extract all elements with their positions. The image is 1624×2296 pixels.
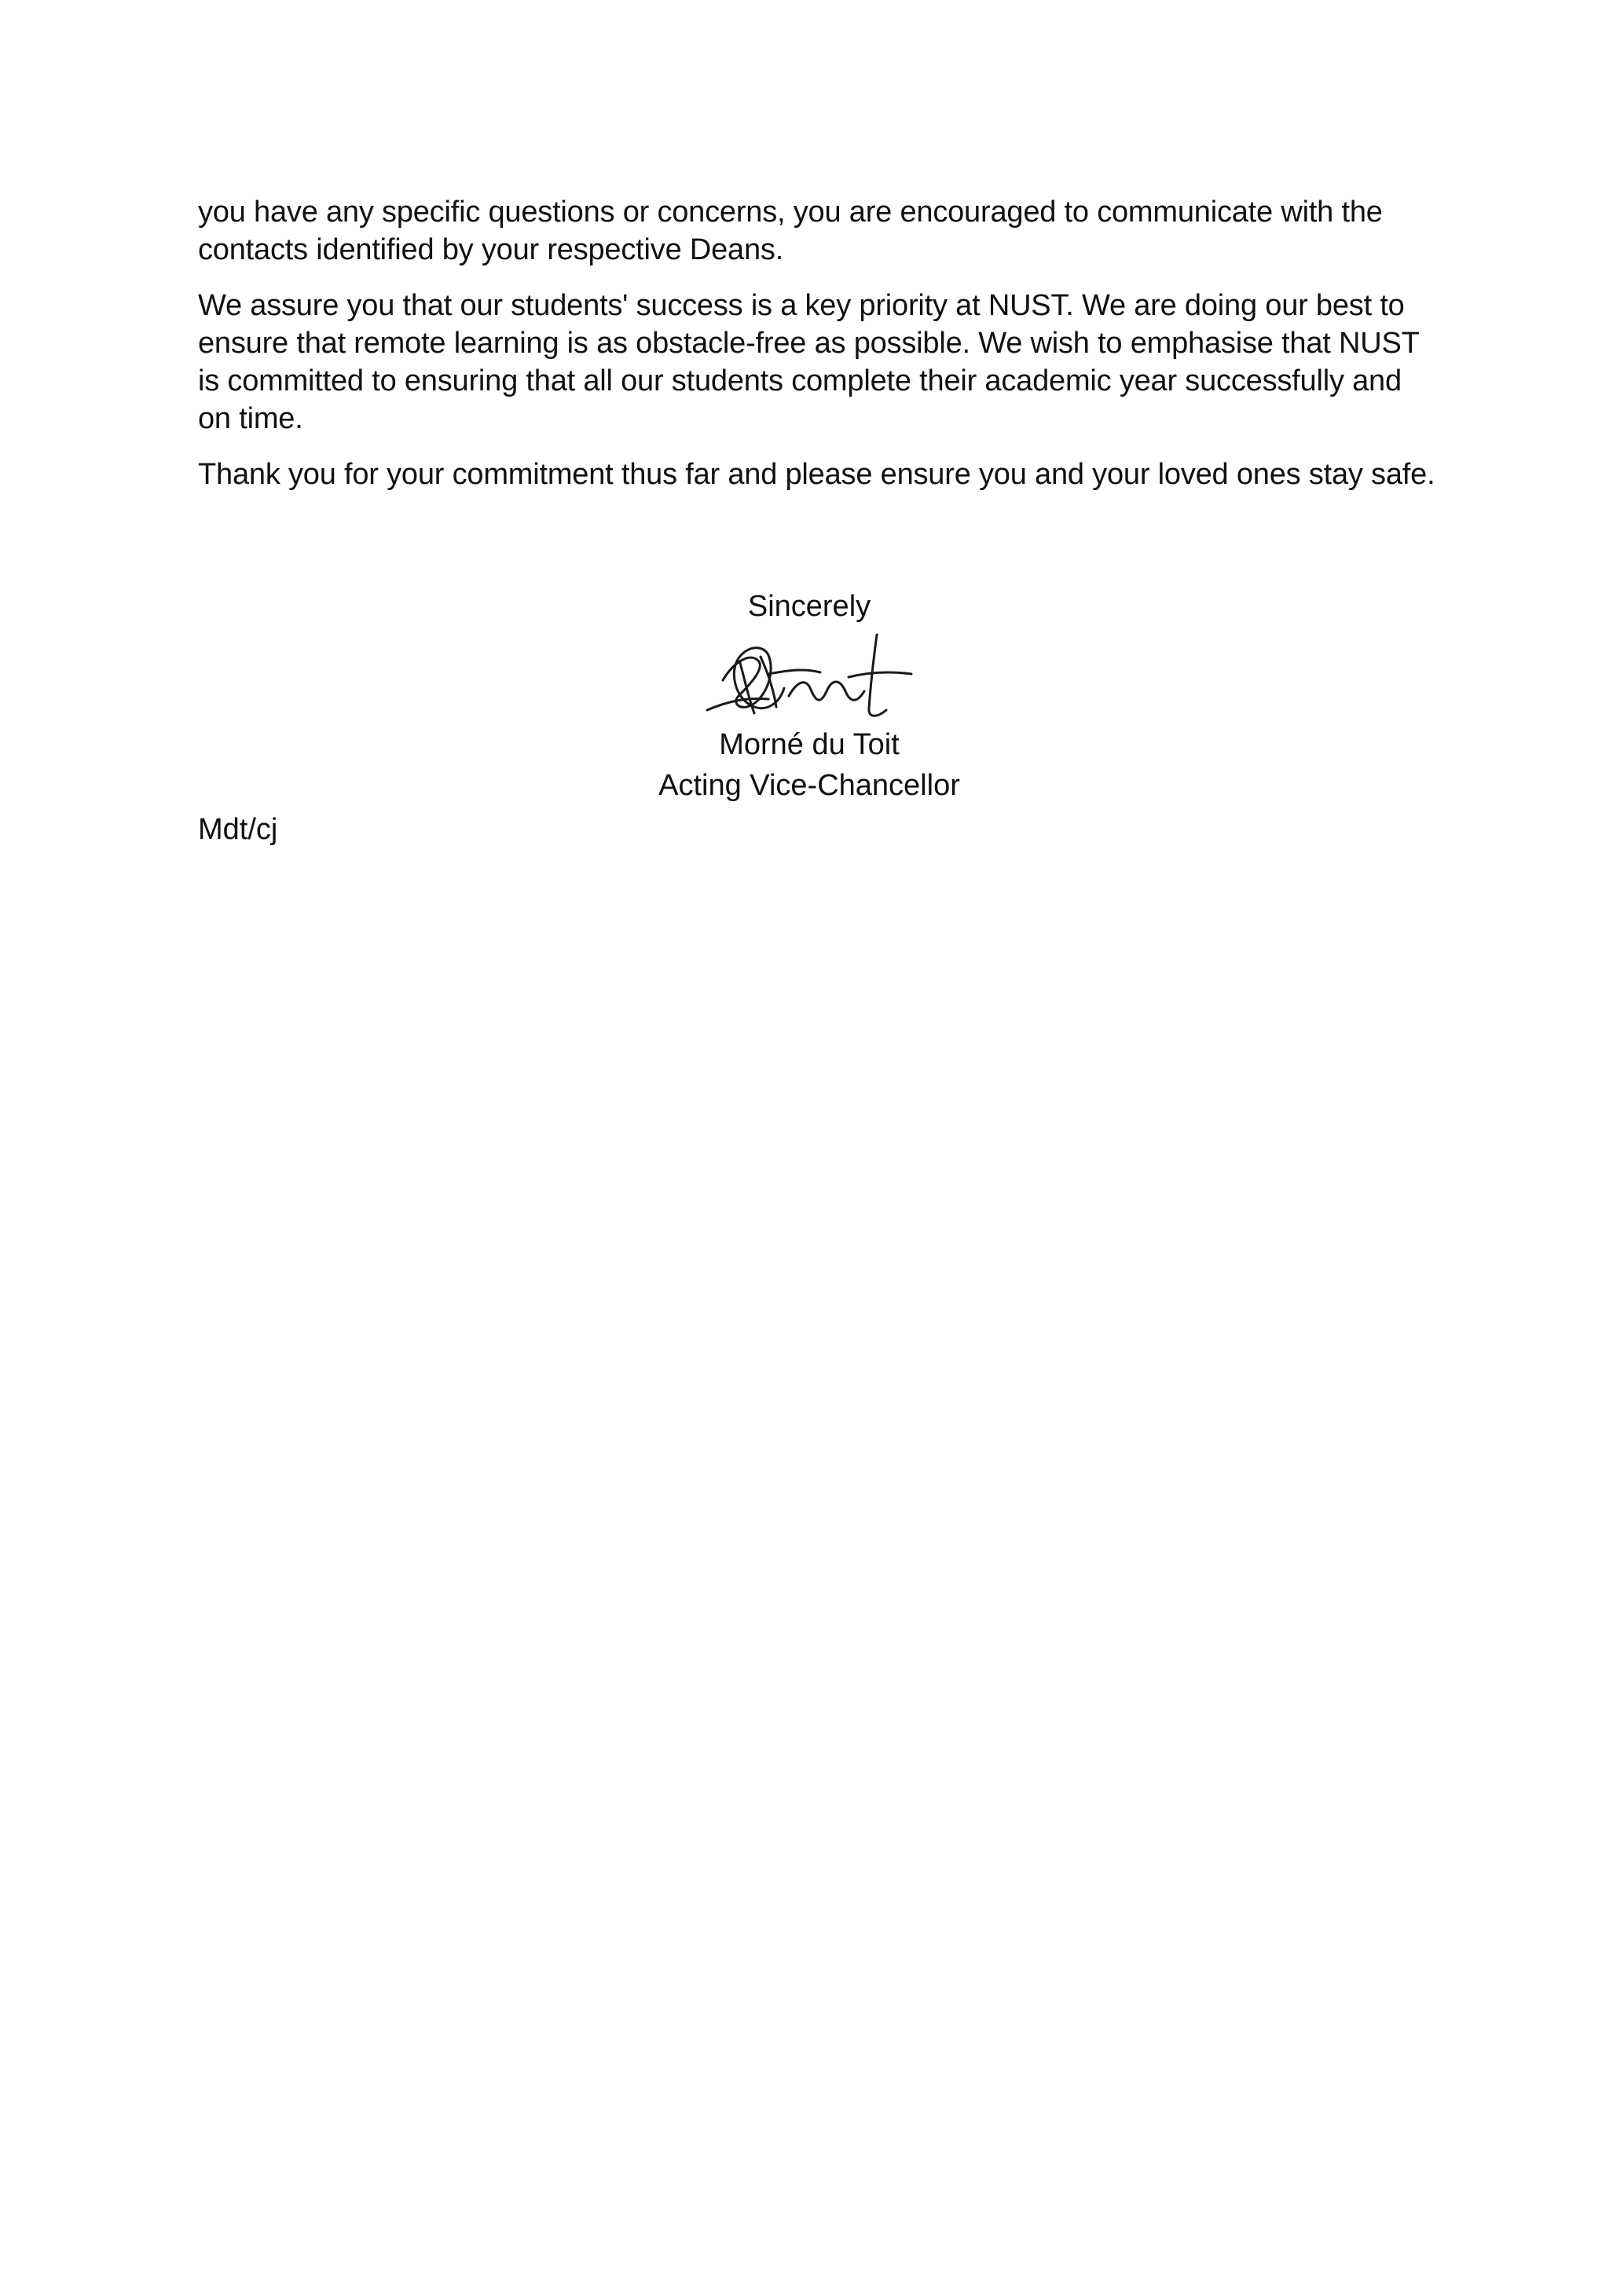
paragraph-thanks: Thank you for your commitment thus far and please ensure you and your loved ones stay safe. xyxy=(198,458,1435,491)
closing-salutation: Sincerely xyxy=(747,590,871,623)
closing-block xyxy=(581,586,1037,627)
paragraph-assurance: We assure you that our students' success is a key priority at NUST. We are doing our best to ensure that remote learning is as obstacle-free as possible. We wish to emphasise that NUST is committed to ensuring that all our students complete their academic year successfully and on time. xyxy=(198,289,1419,435)
signer-title: Acting Vice-Chancellor xyxy=(658,769,960,802)
signer-name: Morné du Toit xyxy=(719,728,900,761)
reference-initials: Mdt/cj xyxy=(198,813,278,846)
signature-icon xyxy=(691,625,943,727)
letter-body xyxy=(198,193,1439,511)
paragraph-questions: you have any specific questions or concerns, you are encouraged to communicate with the contacts identified by your respective Deans. xyxy=(198,196,1383,266)
